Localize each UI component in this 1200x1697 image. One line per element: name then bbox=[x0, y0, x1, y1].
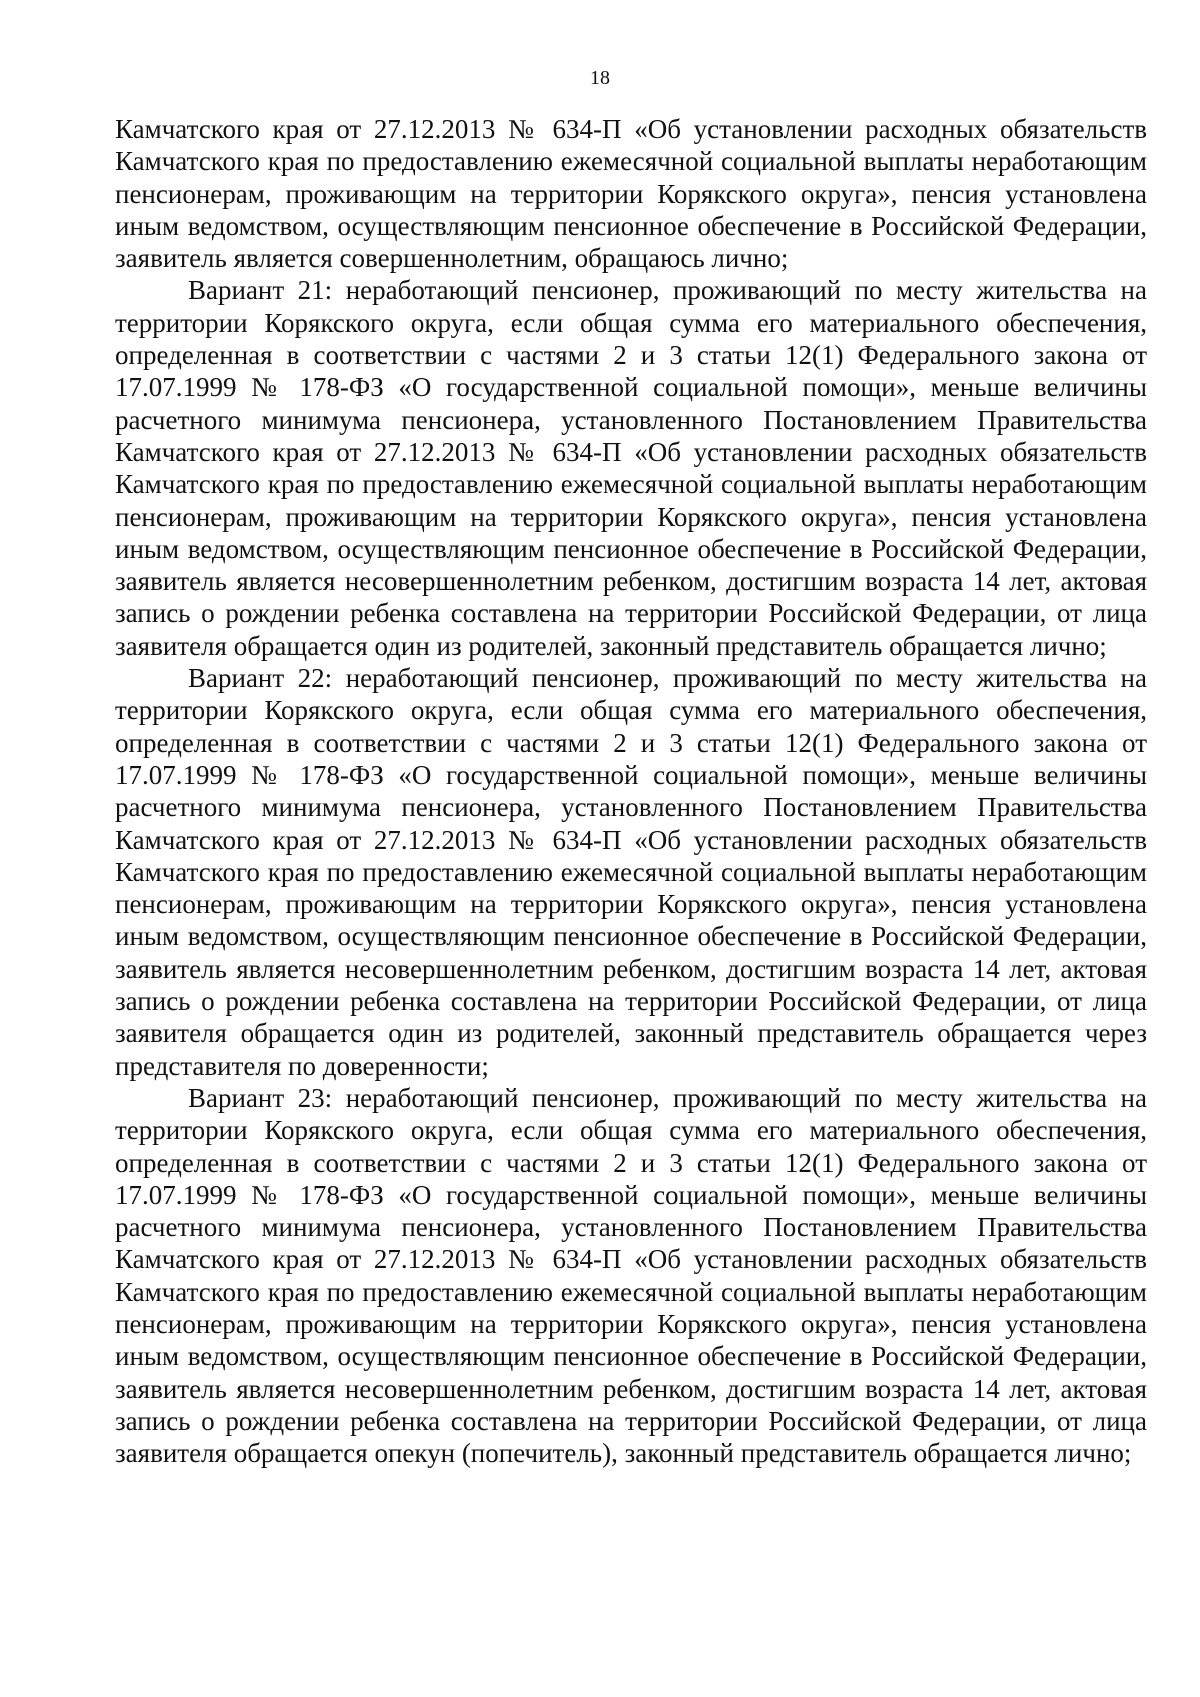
paragraph-continuation: Камчатского края от 27.12.2013 № 634-П «Об установлении расходных обязательств Камчатского края по предоставлению ежемесячной социальной выплаты неработающим пенсионерам, проживающим на территории Корякского округа», пенсия установлена иным ведомством, осуществляющим пенсионное обеспечение в Российской Федерации, заявитель является совершеннолетним, обращаюсь лично; bbox=[115, 114, 1147, 274]
paragraph-variant-21: Вариант 21: неработающий пенсионер, проживающий по месту жительства на территории Корякского округа, если общая сумма его материального обеспечения, определенная в соответствии с частями 2 и 3 статьи 12(1) Федерального закона от 17.07.1999 № 178-ФЗ «О государственной социальной помощи», меньше величины расчетного минимума пенсионера, установленного Постановлением Правительства Камчатского края от 27.12.2013 № 634-П «Об установлении расходных обязательств Камчатского края по предоставлению ежемесячной социальной выплаты неработающим пенсионерам, проживающим на территории Корякского округа», пенсия установлена иным ведомством, осуществляющим пенсионное обеспечение в Российской Федерации, заявитель является несовершеннолетним ребенком, достигшим возраста 14 лет, актовая запись о рождении ребенка составлена на территории Российской Федерации, от лица заявителя обращается один из родителей, законный представитель обращается лично; bbox=[115, 275, 1147, 661]
page-number: 18 bbox=[590, 67, 610, 89]
paragraph-variant-23: Вариант 23: неработающий пенсионер, проживающий по месту жительства на территории Корякского округа, если общая сумма его материального обеспечения, определенная в соответствии с частями 2 и 3 статьи 12(1) Федерального закона от 17.07.1999 № 178-ФЗ «О государственной социальной помощи», меньше величины расчетного минимума пенсионера, установленного Постановлением Правительства Камчатского края от 27.12.2013 № 634-П «Об установлении расходных обязательств Камчатского края по предоставлению ежемесячной социальной выплаты неработающим пенсионерам, проживающим на территории Корякского округа», пенсия установлена иным ведомством, осуществляющим пенсионное обеспечение в Российской Федерации, заявитель является несовершеннолетним ребенком, достигшим возраста 14 лет, актовая запись о рождении ребенка составлена на территории Российской Федерации, от лица заявителя обращается опекун (попечитель), законный представитель обращается лично; bbox=[115, 1082, 1147, 1469]
paragraph-variant-22: Вариант 22: неработающий пенсионер, проживающий по месту жительства на территории Корякского округа, если общая сумма его материального обеспечения, определенная в соответствии с частями 2 и 3 статьи 12(1) Федерального закона от 17.07.1999 № 178-ФЗ «О государственной социальной помощи», меньше величины расчетного минимума пенсионера, установленного Постановлением Правительства Камчатского края от 27.12.2013 № 634-П «Об установлении расходных обязательств Камчатского края по предоставлению ежемесячной социальной выплаты неработающим пенсионерам, проживающим на территории Корякского округа», пенсия установлена иным ведомством, осуществляющим пенсионное обеспечение в Российской Федерации, заявитель является несовершеннолетним ребенком, достигшим возраста 14 лет, актовая запись о рождении ребенка составлена на территории Российской Федерации, от лица заявителя обращается один из родителей, законный представитель обращается через представителя по доверенности; bbox=[115, 663, 1147, 1081]
document-body bbox=[115, 113, 1147, 1469]
